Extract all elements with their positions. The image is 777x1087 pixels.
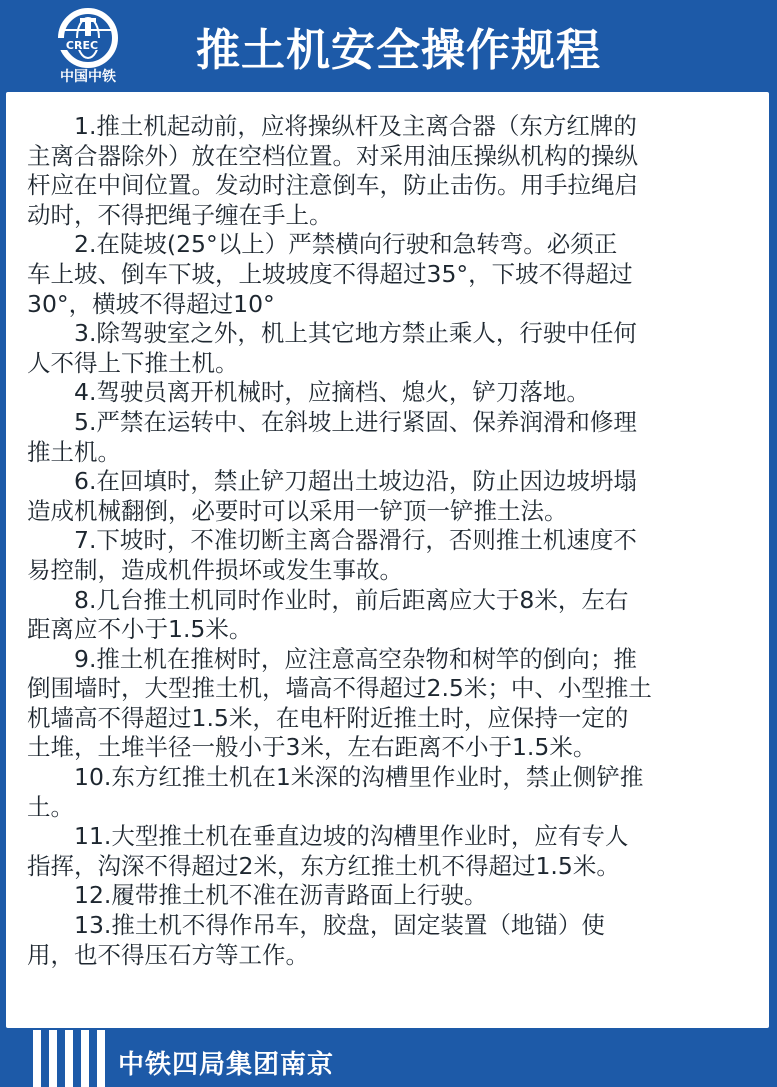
rule-line: 机墙高不得超过1.5米，在电杆附近推土时，应保持一定的 [27, 703, 629, 732]
rule-line: 主离合器除外）放在空档位置。对采用油压操纵机构的操纵 [27, 141, 638, 170]
rule-line: 2.在陡坡(25°以上）严禁横向行驶和急转弯。必须正 [27, 230, 618, 259]
rule-line: 造成机械翻倒，必要时可以采用一铲顶一铲推土法。 [27, 496, 568, 525]
rule-line: 倒围墙时，大型推土机，墙高不得超过2.5米；中、小型推土 [27, 674, 652, 703]
rules-panel [6, 92, 769, 1028]
rule-line: 11.大型推土机在垂直边坡的沟槽里作业时，应有专人 [27, 822, 629, 851]
rule-line: 5.严禁在运转中、在斜坡上进行紧固、保养润滑和修理 [27, 407, 637, 436]
rule-line: 推土机。 [27, 437, 121, 466]
rules-text [27, 112, 767, 970]
rule-line: 人不得上下推土机。 [27, 348, 239, 377]
rule-line: 车上坡、倒车下坡，上坡坡度不得超过35°，下坡不得超过 [27, 259, 633, 288]
rule-line: 易控制，造成机件损坏或发生事故。 [27, 555, 403, 584]
rule-line: 6.在回填时，禁止铲刀超出土坡边沿，防止因边坡坍塌 [27, 467, 637, 496]
rule-line: 9.推土机在推树时，应注意高空杂物和树竿的倒向；推 [27, 644, 637, 673]
stripe-decoration [33, 1030, 105, 1087]
page-title: 推土机安全操作规程 [196, 25, 601, 76]
footer [0, 1030, 777, 1087]
rule-line: 指挥，沟深不得超过2米，东方红推土机不得超过1.5米。 [27, 851, 620, 880]
svg-text:CREC: CREC [65, 39, 99, 52]
footer-company: 中铁四局集团南京 [118, 1050, 335, 1080]
rule-line: 7.下坡时，不准切断主离合器滑行，否则推土机速度不 [27, 526, 637, 555]
header [0, 0, 777, 92]
rule-line: 土。 [27, 792, 74, 821]
rule-line: 用，也不得压石方等工作。 [27, 940, 309, 969]
rule-line: 土堆，土堆半径一般小于3米，左右距离不小于1.5米。 [27, 733, 597, 762]
rule-line: 30°，横坡不得超过10° [27, 289, 275, 318]
rule-line: 4.驾驶员离开机械时，应摘档、熄火，铲刀落地。 [27, 378, 590, 407]
rule-line: 1.推土机起动前，应将操纵杆及主离合器（东方红牌的 [27, 112, 637, 140]
rule-line: 8.几台推土机同时作业时，前后距离应大于8米，左右 [27, 585, 629, 614]
rule-line: 杆应在中间位置。发动时注意倒车，防止击伤。用手拉绳启 [27, 171, 638, 200]
rule-line: 10.东方红推土机在1米深的沟槽里作业时，禁止侧铲推 [27, 763, 644, 792]
rule-line: 12.履带推土机不准在沥青路面上行驶。 [27, 881, 488, 910]
rule-line: 13.推土机不得作吊车，胶盘，固定装置（地锚）使 [27, 911, 605, 940]
rule-line: 动时，不得把绳子缠在手上。 [27, 200, 333, 229]
rule-line: 3.除驾驶室之外，机上其它地方禁止乘人，行驶中任何 [27, 319, 637, 348]
logo-caption: 中国中铁 [60, 69, 116, 85]
rule-line: 距离应不小于1.5米。 [27, 615, 253, 644]
